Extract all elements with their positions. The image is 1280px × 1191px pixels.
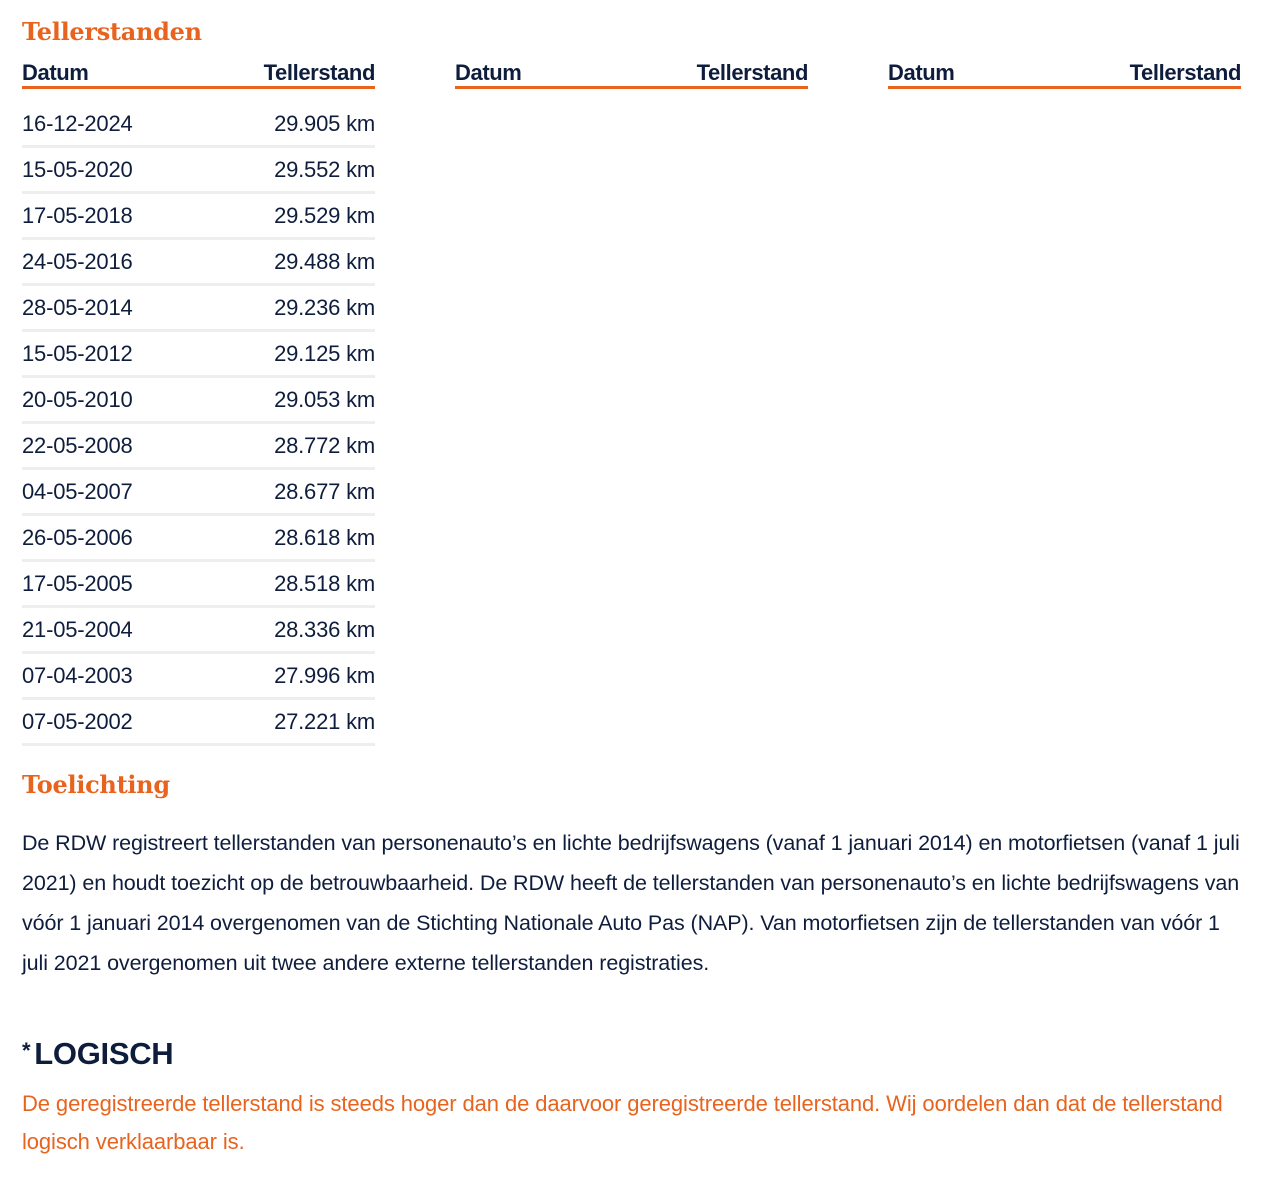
reading-row [22,378,375,424]
reading-date: 07-04-2003 [22,662,133,688]
reading-row [22,194,375,240]
reading-date: 07-05-2002 [22,708,133,734]
reading-row [22,424,375,470]
reading-date: 24-05-2016 [22,248,133,274]
reading-date: 15-05-2020 [22,156,133,182]
reading-value: 29.552 km [274,156,375,182]
date-header: Datum [888,60,955,85]
reading-row [22,102,375,148]
reading-value: 29.236 km [274,294,375,320]
reading-value: 27.221 km [274,708,375,734]
readings-column-2 [455,58,808,89]
verdict-title [22,1036,173,1072]
reading-row [22,608,375,654]
reading-value: 28.518 km [274,570,375,596]
verdict-text: De geregistreerde tellerstand is steeds hoger dan de daarvoor geregistreerde tellerstand. Wij oordelen dan dat de tellerstand logisch verklaarbaar is. [22,1091,1223,1154]
column-header [888,58,1241,89]
readings-column-1 [22,58,375,746]
reading-date: 04-05-2007 [22,478,133,504]
date-header: Datum [22,60,89,85]
explanation-title: Toelichting [22,770,170,799]
reading-date: 20-05-2010 [22,386,133,412]
reading-value: 29.529 km [274,202,375,228]
readings-rows [22,102,375,746]
reading-value: 28.772 km [274,432,375,458]
reading-date: 28-05-2014 [22,294,133,320]
reading-date: 22-05-2008 [22,432,133,458]
reading-date: 16-12-2024 [22,110,133,136]
reading-date: 17-05-2018 [22,202,133,228]
reading-date: 17-05-2005 [22,570,133,596]
value-header: Tellerstand [696,60,808,85]
column-header [22,58,375,89]
reading-value: 29.905 km [274,110,375,136]
value-header: Tellerstand [263,60,375,85]
reading-row [22,286,375,332]
readings-table [22,58,1244,758]
reading-value: 29.488 km [274,248,375,274]
reading-value: 28.336 km [274,616,375,642]
reading-value: 27.996 km [274,662,375,688]
reading-row [22,562,375,608]
reading-row [22,332,375,378]
reading-value: 29.125 km [274,340,375,366]
explanation-text: De RDW registreert tellerstanden van personenauto’s en lichte bedrijfswagens (vanaf 1 januari 2014) en motorfietsen (vanaf 1 juli 2021) en houdt toezicht op de betrouwbaarheid. De RDW heeft de tellerstanden van personenauto’s en lichte bedrijfswagens van vóór 1 januari 2014 overgenomen van de Stichting Nationale Auto Pas (NAP). Van motorfietsen zijn de tellerstanden van vóór 1 juli 2021 overgenomen uit twee andere externe tellerstanden registraties. [22,831,1240,975]
reading-row [22,240,375,286]
reading-value: 29.053 km [274,386,375,412]
verdict-asterisk: * [22,1038,31,1063]
reading-value: 28.677 km [274,478,375,504]
reading-row [22,470,375,516]
column-header [455,58,808,89]
reading-date: 21-05-2004 [22,616,133,642]
readings-title: Tellerstanden [22,17,202,46]
reading-row [22,516,375,562]
reading-row [22,148,375,194]
date-header: Datum [455,60,522,85]
reading-date: 26-05-2006 [22,524,133,550]
readings-column-3 [888,58,1241,89]
reading-date: 15-05-2012 [22,340,133,366]
reading-row [22,654,375,700]
verdict-label: LOGISCH [34,1036,174,1071]
reading-value: 28.618 km [274,524,375,550]
reading-row [22,700,375,746]
value-header: Tellerstand [1129,60,1241,85]
